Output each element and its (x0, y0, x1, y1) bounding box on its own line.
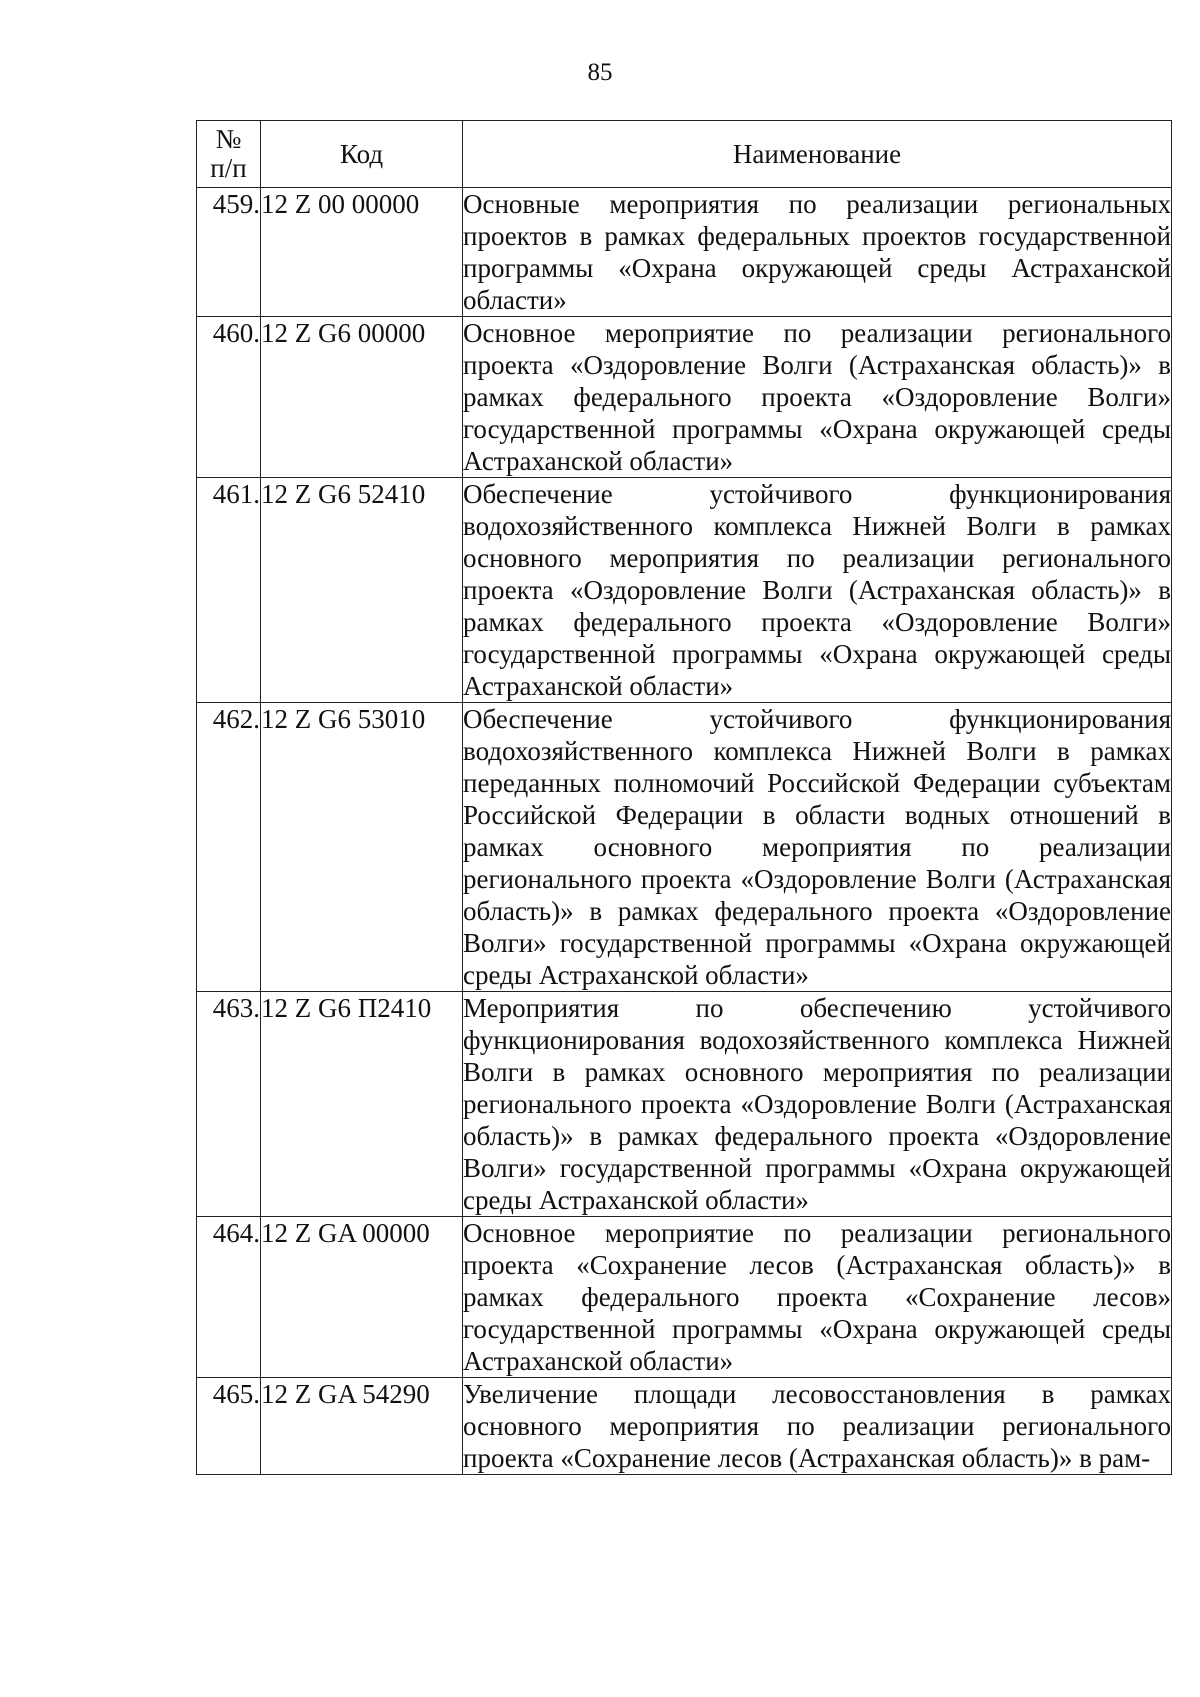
table-row (197, 1378, 1172, 1475)
page-number: 85 (587, 59, 613, 86)
row-code: 12 Z G6 53010 (261, 703, 463, 992)
header-name: Наименование (463, 121, 1172, 188)
header-row-number (197, 121, 261, 188)
row-code: 12 Z 00 00000 (261, 188, 463, 317)
row-number: 459. (197, 188, 261, 317)
table-row (197, 188, 1172, 317)
row-number: 465. (197, 1378, 261, 1475)
table-header-row (197, 121, 1172, 188)
header-row-number-label: № п/п (210, 124, 247, 183)
row-number: 462. (197, 703, 261, 992)
table-row (197, 992, 1172, 1217)
row-number: 464. (197, 1217, 261, 1378)
budget-code-table (196, 120, 1172, 1475)
table-row (197, 703, 1172, 992)
table-row (197, 317, 1172, 478)
table-row (197, 1217, 1172, 1378)
row-code: 12 Z G6 П2410 (261, 992, 463, 1217)
header-code: Код (261, 121, 463, 188)
row-name: Обеспечение устойчивого функционирования водохозяйственного комплекса Нижней Волги в рамках переданных полномочий Российской Федерации субъектам Российской Федерации в области водных отношений в рамках основного мероприятия по реализации регионального проекта «Оздоровление Волги (Астраханская область)» в рамках федерального проекта «Оздоровление Волги» государственной программы «Охрана окружающей среды Астраханской области» (463, 704, 1171, 990)
row-name: Основное мероприятие по реализации регионального проекта «Сохранение лесов (Астраханская область)» в рамках федерального проекта «Сохранение лесов» государственной программы «Охрана окружающей среды Астраханской области» (463, 1218, 1171, 1376)
row-number: 460. (197, 317, 261, 478)
row-name: Основное мероприятие по реализации регионального проекта «Оздоровление Волги (Астраханская область)» в рамках федерального проекта «Оздоровление Волги» государственной программы «Охрана окружающей среды Астраханской области» (463, 318, 1171, 476)
row-name: Мероприятия по обеспечению устойчивого функционирования водохозяйственного комплекса Нижней Волги в рамках основного мероприятия по реализации регионального проекта «Оздоровление Волги (Астраханская область)» в рамках федерального проекта «Оздоровление Волги» государственной программы «Охрана окружающей среды Астраханской области» (463, 993, 1171, 1215)
row-code: 12 Z GA 00000 (261, 1217, 463, 1378)
row-name: Обеспечение устойчивого функционирования водохозяйственного комплекса Нижней Волги в рамках основного мероприятия по реализации регионального проекта «Оздоровление Волги (Астраханская область)» в рамках федерального проекта «Оздоровление Волги» государственной программы «Охрана окружающей среды Астраханской области» (463, 479, 1171, 701)
row-code: 12 Z GA 54290 (261, 1378, 463, 1475)
row-number: 463. (197, 992, 261, 1217)
row-number: 461. (197, 478, 261, 703)
row-code: 12 Z G6 00000 (261, 317, 463, 478)
row-name: Увеличение площади лесовосстановления в рамках основного мероприятия по реализации регионального проекта «Сохранение лесов (Астраханская область)» в рам- (463, 1379, 1171, 1473)
row-code: 12 Z G6 52410 (261, 478, 463, 703)
row-name: Основные мероприятия по реализации региональных проектов в рамках федеральных проектов государственной программы «Охрана окружающей среды Астраханской области» (463, 189, 1171, 315)
table-row (197, 478, 1172, 703)
